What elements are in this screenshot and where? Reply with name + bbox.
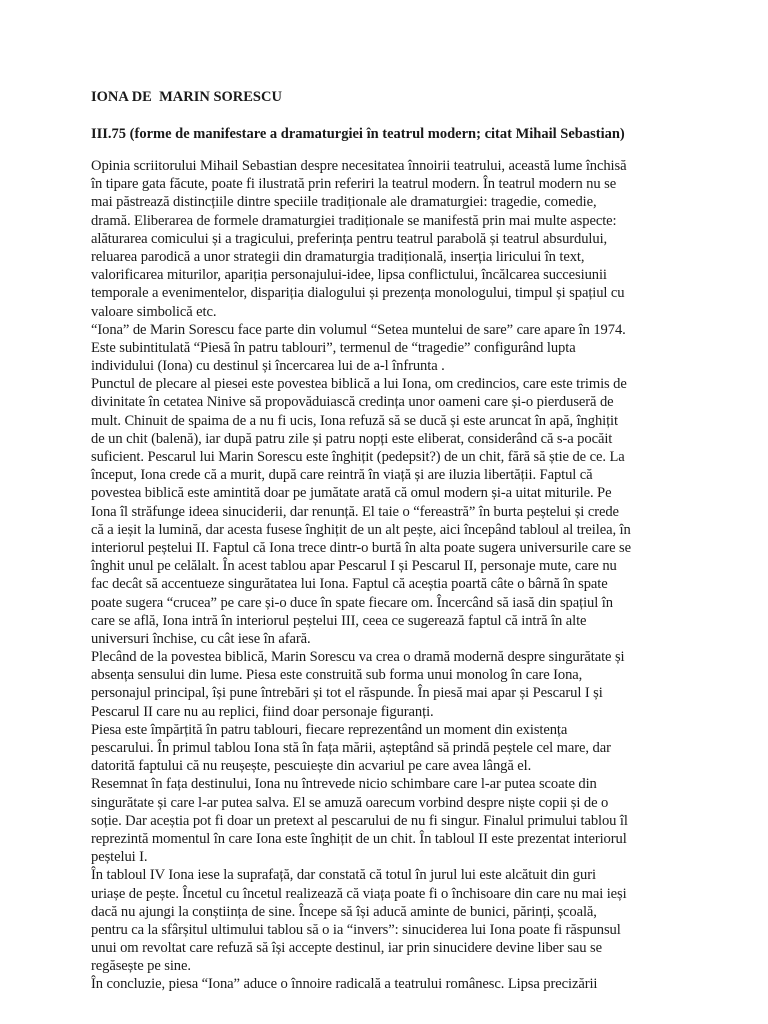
text-line: mult. Chinuit de spaima de a nu fi ucis, Iona refuză să se ducă și este aruncat în apă, înghițit bbox=[91, 412, 618, 429]
text-line: povestea biblică este amintită doar pe jumătate arată că omul modern și-a uitat miturile. Pe bbox=[91, 485, 612, 502]
text-line: Opinia scriitorului Mihail Sebastian despre necesitatea înnoirii teatrului, această lume închisă bbox=[91, 158, 627, 174]
text-line: datorită faptului că nu reușește, pescuiește din acvariul pe care avea lângă el. bbox=[91, 758, 532, 775]
text-line: în tipare gata făcute, poate fi ilustrată prin referiri la teatrul modern. În teatrul modern nu se bbox=[91, 176, 617, 193]
text-line: Este subintitulată “Piesă în patru tablouri”, termenul de “tragedie” configurând lupta bbox=[91, 339, 576, 356]
document-title: IONA DE MARIN SORESCU bbox=[91, 89, 282, 105]
text-line: În tabloul IV Iona iese la suprafață, dar constată că totul în jurul lui este alcătuit din guri bbox=[91, 867, 596, 884]
text-line: valorificarea miturilor, apariția personajului-idee, lipsa conflictului, încălcarea succesiunii bbox=[91, 267, 607, 284]
text-line: dramă. Eliberarea de formele dramaturgiei tradiționale se manifestă prin mai multe aspecte: bbox=[91, 212, 617, 229]
text-line: pescarului. În primul tablou Iona stă în fața mării, așteptând să prindă peștele cel mare, dar bbox=[91, 740, 611, 756]
text-line: Iona îl străfunge ideea sinuciderii, dar renunță. El taie o “fereastră” în burta peștelui și crede bbox=[91, 503, 619, 520]
text-line: peștelui I. bbox=[91, 849, 148, 866]
text-line: unui om revoltat care refuză să își accepte destinul, iar prin sinucidere devine liber sau se bbox=[91, 940, 603, 957]
text-line: mai păstrează distincțiile dintre speciile tradiționale ale dramaturgiei: tragedie, comedie, bbox=[91, 194, 597, 211]
text-line: Plecând de la povestea biblică, Marin Sorescu va crea o dramă modernă despre singurătate și bbox=[91, 649, 625, 666]
text-line: interiorul peștelui II. Faptul că Iona trece dintr-o burtă în alta poate sugera universurile care se bbox=[91, 539, 631, 556]
text-line: Piesa este împărțită în patru tablouri, fiecare reprezentând un moment din existența bbox=[91, 721, 568, 738]
text-line: Punctul de plecare al piesei este povestea biblică a lui Iona, om credincios, care este trimis de bbox=[91, 376, 627, 393]
text-line: valoare simbolică etc. bbox=[91, 303, 217, 320]
text-line: Pescarul II care nu au replici, fiind doar personaje figuranți. bbox=[91, 703, 434, 720]
text-line: singurătate și care l-ar putea salva. El se amuză oarecum vorbind despre niște copii și de o bbox=[91, 794, 609, 811]
text-line: divinitate în cetatea Ninive să propovăduiască credința unor oameni care și-o pierduseră de bbox=[91, 394, 614, 411]
text-line: fac decât să accentueze singurătatea lui Iona. Faptul că aceștia poartă câte o bârnă în spate bbox=[91, 576, 608, 593]
text-line: uriașe de pește. Încetul cu încetul realizează că viața poate fi o închisoare din care nu mai ieși bbox=[91, 885, 627, 902]
text-line: În concluzie, piesa “Iona” aduce o înnoire radicală a teatrului românesc. Lipsa precizării bbox=[91, 976, 598, 993]
document-subtitle: III.75 (forme de manifestare a dramaturgiei în teatrul modern; citat Mihail Sebastian) bbox=[91, 126, 625, 142]
text-line: care se află, Iona intră în interiorul peștelui III, ceea ce sugerează faptul că intră în alte bbox=[91, 612, 587, 629]
text-line: de un chit (balenă), iar după patru zile și patru nopți este eliberat, considerând că s-a pocăit bbox=[91, 430, 613, 447]
text-line: început, Iona crede că a murit, după care reintră în viață și are iluzia libertății. Faptul că bbox=[91, 467, 593, 484]
text-line: dacă nu ajungi la conștiința de sine. Începe să își aducă aminte de bunici, părinți, școală, bbox=[91, 903, 597, 920]
document-page bbox=[91, 88, 683, 994]
text-line: poate sugera “crucea” pe care și-o duce în spate fiecare om. Încercând să iasă din spațiul în bbox=[91, 594, 613, 611]
text-line: temporale a evenimentelor, dispariția dialogului și prezența monologului, timpul și spațiul cu bbox=[91, 285, 625, 302]
text-line: înghit unul pe celălalt. În acest tablou apar Pescarul I și Pescarul II, personaje mute, care nu bbox=[91, 558, 617, 575]
text-line: “Iona” de Marin Sorescu face parte din volumul “Setea muntelui de sare” care apare în 1974. bbox=[91, 321, 626, 338]
text-line: absența sensului din lume. Piesa este construită sub forma unui monolog în care Iona, bbox=[91, 667, 583, 684]
text-line: individului (Iona) cu destinul și încercarea lui de a-l înfrunta . bbox=[91, 358, 445, 375]
text-line: alăturarea comicului și a tragicului, preferința pentru teatrul parabolă și teatrul absurdului, bbox=[91, 230, 608, 247]
text-line: reprezintă momentul în care Iona este înghițit de un chit. În tabloul II este prezentat interiorul bbox=[91, 830, 627, 847]
text-line: suficient. Pescarul lui Marin Sorescu este înghițit (pedepsit?) de un chit, fără să știe de ce. La bbox=[91, 449, 625, 465]
text-line: reluarea parodică a unor strategii din dramaturgia tradițională, inserția liricului în text, bbox=[91, 248, 585, 265]
text-line: că a ieșit la lumină, dar acesta fusese înghițit de un alt pește, aici începând tabloul al treilea, în bbox=[91, 521, 631, 538]
text-line: regăsește pe sine. bbox=[91, 958, 191, 975]
text-line: personajul principal, își pune întrebări și tot el răspunde. În piesă mai apar și Pescarul I și bbox=[91, 685, 603, 702]
text-line: pentru ca la sfârșitul ultimului tablou să o ia “invers”: sinuciderea lui Iona poate fi răspunsul bbox=[91, 921, 621, 938]
text-line: Resemnat în fața destinului, Iona nu întrevede nicio schimbare care l-ar putea scoate din bbox=[91, 776, 597, 793]
document-body bbox=[91, 157, 683, 994]
text-line: soție. Dar aceștia pot fi doar un pretext al pescarului de nu fi singur. Finalul primului tablou îl bbox=[91, 812, 628, 829]
text-line: universuri închise, cu cât iese în afară. bbox=[91, 630, 311, 647]
